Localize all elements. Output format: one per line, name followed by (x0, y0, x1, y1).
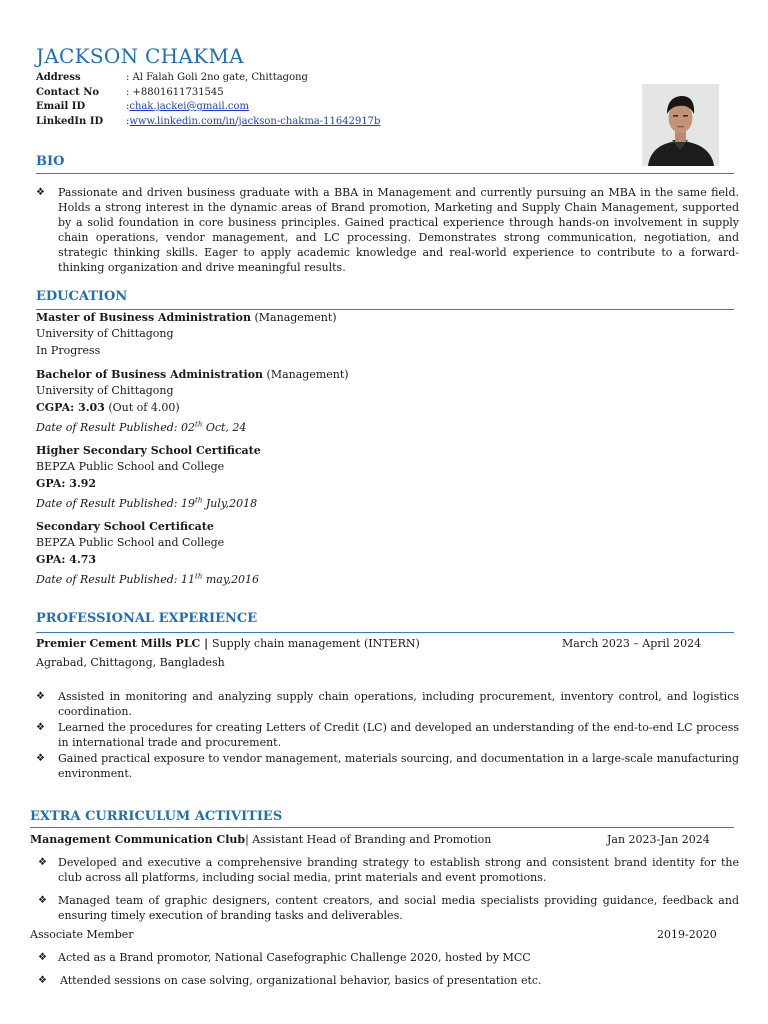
result-date-suffix: Oct, 24 (202, 420, 247, 434)
bullet-text: Managed team of graphic designers, content creators, and social media specialists providing guidance, feedback and ensuring timely execution of branding tasks and deliverables. (58, 894, 739, 922)
bio-heading: BIO (36, 154, 65, 169)
club-role: Assistant Head of Branding and Promotion (252, 833, 492, 846)
school-name: BEPZA Public School and College (36, 536, 225, 550)
experience-heading: PROFESSIONAL EXPERIENCE (36, 611, 258, 626)
list-item (38, 950, 739, 965)
list-item (38, 893, 739, 923)
company-name: Premier Cement Mills PLC (36, 637, 201, 650)
member-role: Associate Member (30, 928, 134, 941)
experience-bullets (36, 689, 739, 781)
bio-paragraph (36, 185, 739, 275)
phone-value: : +8801611731545 (126, 86, 224, 98)
club-title-line (30, 833, 491, 846)
email-label: Email ID (36, 101, 86, 112)
bio-text: Passionate and driven business graduate with a BBA in Management and currently pursuing an MBA in the same field. Holds a strong interest in the dynamic areas of Brand promotion, Marketing and Supply Chain Management, supported by a solid foundation in core business principles. Gained practical experience through hands-on involvement in supply chain operations, vendor management, and LC processing. Demonstrates strong communication, negotiation, and strategic thinking skills. Eager to apply academic knowledge and real-world experience to contribute to a forward-thinking organization and drive meaningful results. (58, 186, 739, 274)
grade-value: CGPA: 3.03 (36, 400, 105, 414)
bullet-text: Attended sessions on case solving, organizational behavior, basics of presentation etc. (60, 974, 542, 987)
education-entry-ssc (36, 519, 259, 588)
result-date-suffix: July,2018 (202, 496, 258, 510)
diamond-bullet-icon: ❖ (36, 722, 45, 733)
club-name: Management Communication Club (30, 833, 246, 846)
club-bullets (38, 855, 739, 923)
diamond-bullet-icon: ❖ (36, 187, 45, 198)
company-sep: | (200, 637, 212, 650)
bullet-text: Learned the procedures for creating Letters of Credit (LC) and developed an understanding of the end-to-end LC process in international trade and procurement. (58, 721, 739, 749)
school-name: University of Chittagong (36, 384, 174, 398)
grade-value: GPA: 3.92 (36, 476, 97, 490)
bullet-text: Gained practical exposure to vendor management, materials sourcing, and documentation in a large-scale manufacturing environment. (58, 752, 739, 780)
diamond-bullet-icon: ❖ (38, 975, 47, 986)
diamond-bullet-icon: ❖ (38, 952, 47, 963)
grade-extra: (Out of 4.00) (104, 400, 180, 414)
diamond-bullet-icon: ❖ (38, 857, 47, 868)
school-name: BEPZA Public School and College (36, 460, 225, 474)
address-value: : Al Falah Goli 2no gate, Chittagong (126, 72, 308, 83)
education-entry-hsc (36, 443, 261, 512)
result-date-sup: th (195, 572, 203, 581)
degree-field: (Management) (263, 368, 349, 381)
member-bullets (38, 950, 739, 988)
result-date: Date of Result Published: 19 (36, 496, 195, 510)
extra-divider (30, 827, 734, 828)
result-date: Date of Result Published: 02 (36, 420, 195, 434)
list-item (38, 973, 739, 988)
bullet-text: Developed and executive a comprehensive branding strategy to establish strong and consistent brand identity for the club across all platforms, including social media, print materials and event promotions. (58, 856, 739, 884)
degree-status: In Progress (36, 343, 101, 357)
experience-title-line (36, 637, 420, 650)
bullet-text: Acted as a Brand promotor, National Casefographic Challenge 2020, hosted by MCC (58, 951, 531, 964)
member-dates: 2019-2020 (657, 928, 717, 941)
list-item (36, 720, 739, 750)
linkedin-sep: : (126, 115, 130, 127)
result-date: Date of Result Published: 11 (36, 572, 195, 586)
diamond-bullet-icon: ❖ (38, 895, 47, 906)
result-date-sup: th (195, 496, 203, 505)
person-photo-icon (642, 84, 719, 166)
degree-name: Secondary School Certificate (36, 520, 214, 533)
list-item (36, 689, 739, 719)
list-item (38, 855, 739, 885)
bullet-text: Assisted in monitoring and analyzing supply chain operations, including procurement, inventory control, and logistics coordination. (58, 690, 739, 718)
diamond-bullet-icon: ❖ (36, 691, 45, 702)
job-role: Supply chain management (INTERN) (211, 637, 420, 650)
result-date-sup: th (195, 420, 203, 429)
profile-photo (642, 84, 719, 166)
experience-divider (36, 632, 734, 633)
school-name: University of Chittagong (36, 327, 174, 341)
education-entry-bba (36, 367, 349, 436)
club-sep: | (245, 833, 253, 846)
linkedin-link[interactable]: www.linkedin.com/in/jackson-chakma-11642917b (129, 115, 381, 127)
diamond-bullet-icon: ❖ (36, 753, 45, 764)
email-link[interactable]: chak.jackei@gmail.com (129, 101, 249, 112)
result-date-suffix: may,2016 (202, 572, 260, 586)
job-location: Agrabad, Chittagong, Bangladesh (36, 656, 225, 669)
candidate-name: JACKSON CHAKMA (36, 44, 244, 68)
degree-name: Master of Business Administration (36, 311, 251, 324)
education-entry-mba (36, 310, 337, 359)
phone-label: Contact No (36, 86, 99, 98)
grade-value: GPA: 4.73 (36, 552, 97, 566)
bio-divider (36, 173, 734, 174)
linkedin-label: LinkedIn ID (36, 115, 104, 127)
extra-heading: EXTRA CURRICULUM ACTIVITIES (30, 809, 283, 824)
list-item (36, 751, 739, 781)
degree-name: Higher Secondary School Certificate (36, 444, 261, 457)
education-heading: EDUCATION (36, 289, 128, 304)
degree-name: Bachelor of Business Administration (36, 368, 264, 381)
job-dates: March 2023 – April 2024 (562, 637, 702, 650)
club-dates: Jan 2023-Jan 2024 (607, 833, 710, 846)
degree-field: (Management) (251, 311, 337, 324)
email-sep: : (126, 101, 130, 112)
contact-block (36, 71, 380, 129)
address-label: Address (36, 72, 81, 83)
